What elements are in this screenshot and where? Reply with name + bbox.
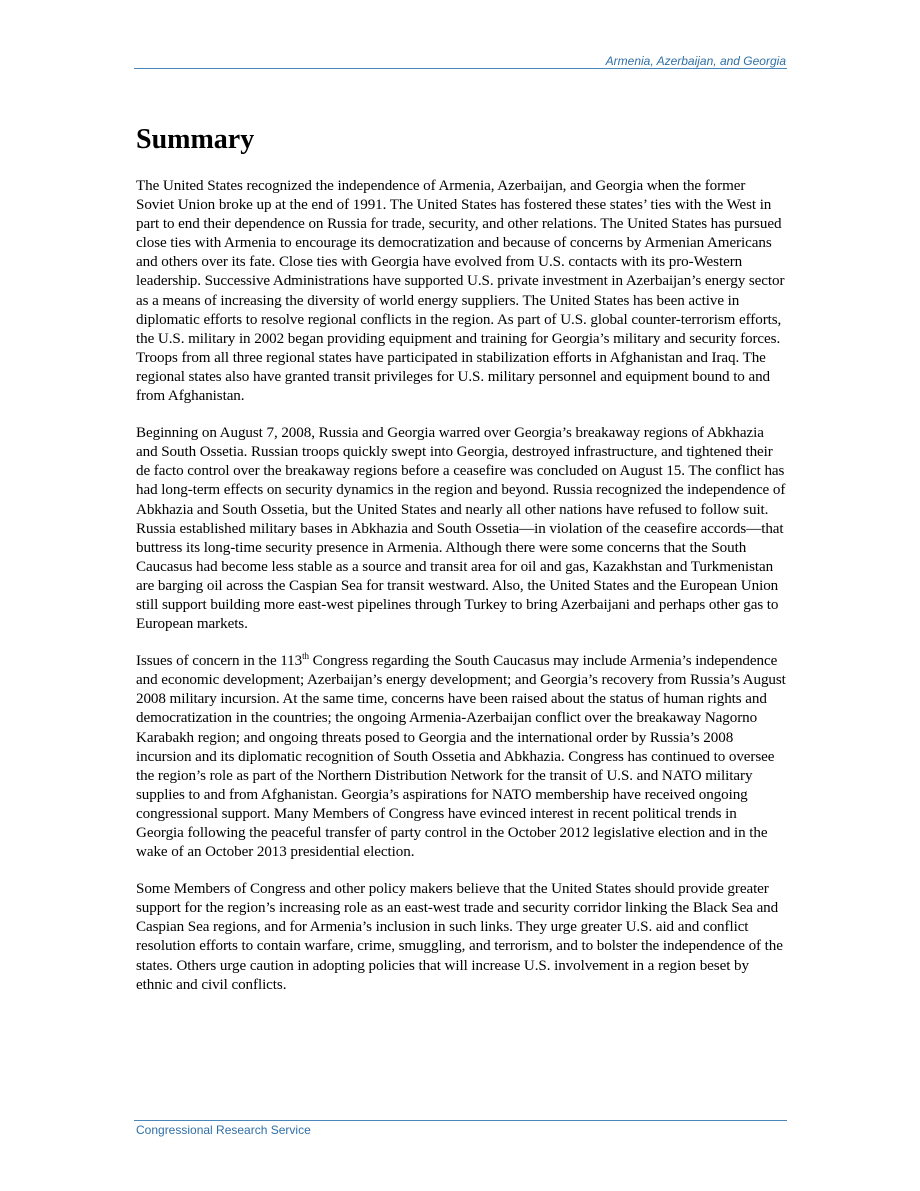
footer-publisher: Congressional Research Service: [136, 1123, 311, 1137]
running-header-title: Armenia, Azerbaijan, and Georgia: [605, 54, 786, 68]
header-rule: [134, 68, 787, 69]
summary-body: [136, 177, 786, 1013]
page-title: Summary: [136, 124, 255, 155]
paragraph-3-body-text: Congress regarding the South Caucasus may include Armenia’s independence and economic development; Azerbaijan’s energy development; and Georgia’s recovery from Russia’s August 2008 military incursion. At the same time, concerns have been raised about the status of human rights and democratization in the countries; the ongoing Armenia-Azerbaijan conflict over the breakaway Nagorno Karabakh region; and ongoing threats posed to Georgia and the international order by Russia’s 2008 incursion and its diplomatic recognition of South Ossetia and Abkhazia. Congress has continued to oversee the region’s role as part of the Northern Distribution Network for the transit of U.S. and NATO military supplies to and from Afghanistan. Georgia’s aspirations for NATO membership have received ongoing congressional support. Many Members of Congress have evinced interest in recent political trends in Georgia following the peaceful transfer of party control in the October 2012 legislative election and in the wake of an October 2013 presidential election.: [136, 653, 786, 861]
summary-paragraph-1: The United States recognized the independence of Armenia, Azerbaijan, and Georgia when the former Soviet Union broke up at the end of 1991. The United States has fostered these states’ ties with the West in part to end their dependence on Russia for trade, security, and other relations. The United States has pursued close ties with Armenia to encourage its democratization and because of concerns by Armenian Americans and others over its fate. Close ties with Georgia have evolved from U.S. contacts with its pro-Western leadership. Successive Administrations have supported U.S. private investment in Azerbaijan’s energy sector as a means of increasing the diversity of world energy suppliers. The United States has been active in diplomatic efforts to resolve regional conflicts in the region. As part of U.S. global counter-terrorism efforts, the U.S. military in 2002 began providing equipment and training for Georgia’s military and security forces. Troops from all three regional states have participated in stabilization efforts in Afghanistan and Iraq. The regional states also have granted transit privileges for U.S. military personnel and equipment bound to and from Afghanistan.: [136, 178, 785, 405]
summary-paragraph-3: [136, 652, 786, 862]
paragraph-3-lead-text: Issues of concern in the 113: [136, 653, 303, 670]
ordinal-superscript: th: [302, 651, 309, 662]
summary-paragraph-4: Some Members of Congress and other policy makers believe that the United States should provide greater support for the region’s increasing role as an east-west trade and security corridor linking the Black Sea and Caspian Sea regions, and for Armenia’s inclusion in such links. They urge greater U.S. aid and conflict resolution efforts to contain warfare, crime, smuggling, and terrorism, and to bolster the independence of the states. Others urge caution in adopting policies that will increase U.S. involvement in a region beset by ethnic and civil conflicts.: [136, 881, 783, 993]
footer-rule: [134, 1120, 787, 1121]
summary-paragraph-2: Beginning on August 7, 2008, Russia and Georgia warred over Georgia’s breakaway regions of Abkhazia and South Ossetia. Russian troops quickly swept into Georgia, destroyed infrastructure, and tightened their de facto control over the breakaway regions before a ceasefire was concluded on August 15. The conflict has had long-term effects on security dynamics in the region and beyond. Russia recognized the independence of Abkhazia and South Ossetia, but the United States and nearly all other nations have refused to follow suit. Russia established military bases in Abkhazia and South Ossetia—in violation of the ceasefire accords—that buttress its long-time security presence in Armenia. Although there were some concerns that the South Caucasus had become less stable as a source and transit area for oil and gas, Kazakhstan and Turkmenistan are barging oil across the Caspian Sea for transit westward. Also, the United States and the European Union still support building more east-west pipelines through Turkey to bring Azerbaijani and perhaps other gas to European markets.: [136, 425, 786, 633]
